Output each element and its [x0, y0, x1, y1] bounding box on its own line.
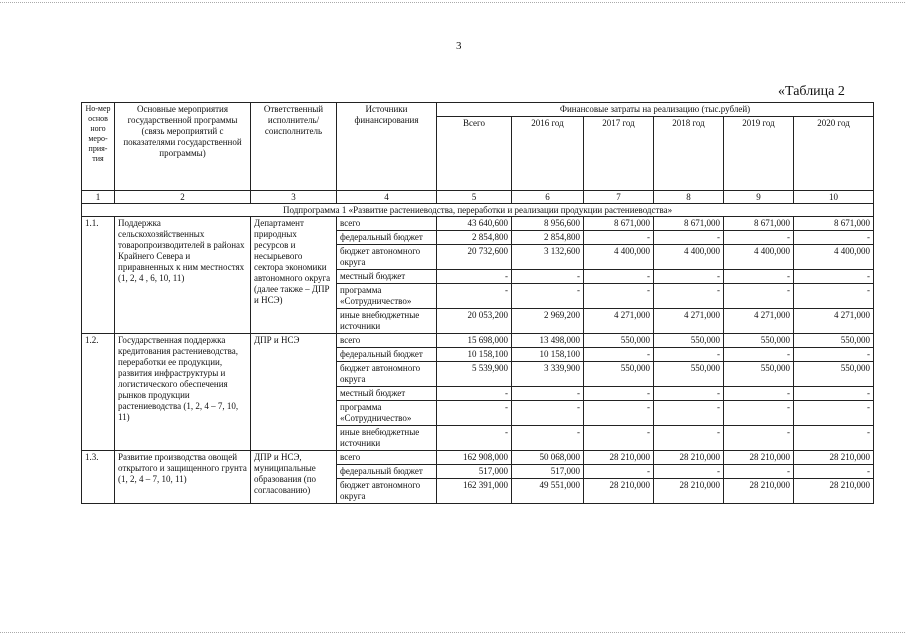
amount-cell: - [437, 426, 512, 451]
header-num: Но-мер основ ного меро-прия-тия [82, 103, 115, 191]
amount-cell: - [724, 348, 794, 362]
amount-cell: 8 671,000 [794, 217, 874, 231]
amount-cell: - [584, 270, 654, 284]
amount-cell: 13 498,000 [512, 334, 584, 348]
activity-number: 1.3. [82, 451, 115, 504]
amount-cell: 2 969,200 [512, 309, 584, 334]
amount-cell: 517,000 [437, 465, 512, 479]
amount-cell: 8 671,000 [584, 217, 654, 231]
amount-cell: - [654, 387, 724, 401]
funding-source: иные внебюджетные источники [337, 309, 437, 334]
funding-source: бюджет автономного округа [337, 479, 437, 504]
col-number: 5 [437, 191, 512, 204]
header-financing: Финансовые затраты на реализацию (тыс.рублей) [437, 103, 874, 117]
funding-source: бюджет автономного округа [337, 245, 437, 270]
amount-cell: - [584, 284, 654, 309]
funding-source: всего [337, 334, 437, 348]
amount-cell: 550,000 [584, 362, 654, 387]
funding-source: бюджет автономного округа [337, 362, 437, 387]
amount-cell: 550,000 [724, 334, 794, 348]
amount-cell: 162 908,000 [437, 451, 512, 465]
amount-cell: - [654, 348, 724, 362]
amount-cell: 10 158,100 [437, 348, 512, 362]
amount-cell: 28 210,000 [584, 479, 654, 504]
page-number: 3 [456, 40, 462, 52]
amount-cell: 550,000 [794, 334, 874, 348]
amount-cell: 49 551,000 [512, 479, 584, 504]
amount-cell: 550,000 [584, 334, 654, 348]
amount-cell: 8 956,600 [512, 217, 584, 231]
col-number: 2 [115, 191, 251, 204]
table-row [82, 217, 874, 231]
amount-cell: - [512, 401, 584, 426]
amount-cell: - [584, 348, 654, 362]
col-number: 1 [82, 191, 115, 204]
table-caption: «Таблица 2 [778, 84, 845, 99]
amount-cell: - [437, 284, 512, 309]
amount-cell: 550,000 [794, 362, 874, 387]
amount-cell: 4 400,000 [794, 245, 874, 270]
header-year: 2016 год [512, 117, 584, 191]
activity-responsible: ДПР и НСЭ [251, 334, 337, 451]
header-main: Основные мероприятия государственной программы (связь мероприятий с показателями государственной программы) [115, 103, 251, 191]
header-year: 2017 год [584, 117, 654, 191]
activity-number: 1.2. [82, 334, 115, 451]
amount-cell: - [654, 401, 724, 426]
amount-cell: - [724, 231, 794, 245]
amount-cell: - [584, 465, 654, 479]
amount-cell: 3 339,900 [512, 362, 584, 387]
header-responsible: Ответственный исполнитель/ соисполнитель [251, 103, 337, 191]
amount-cell: 28 210,000 [794, 451, 874, 465]
col-number: 10 [794, 191, 874, 204]
amount-cell: - [584, 426, 654, 451]
col-number: 4 [337, 191, 437, 204]
amount-cell: - [724, 387, 794, 401]
amount-cell: - [724, 284, 794, 309]
amount-cell: 8 671,000 [654, 217, 724, 231]
amount-cell: - [794, 387, 874, 401]
col-number: 3 [251, 191, 337, 204]
amount-cell: 4 271,000 [654, 309, 724, 334]
amount-cell: 4 271,000 [724, 309, 794, 334]
funding-source: программа «Сотрудничество» [337, 401, 437, 426]
amount-cell: - [794, 401, 874, 426]
scan-edge-top [0, 2, 905, 3]
amount-cell: - [724, 401, 794, 426]
col-number: 7 [584, 191, 654, 204]
amount-cell: 162 391,000 [437, 479, 512, 504]
activity-responsible: ДПР и НСЭ, муниципальные образования (по согласованию) [251, 451, 337, 504]
amount-cell: - [794, 231, 874, 245]
amount-cell: - [512, 284, 584, 309]
amount-cell: - [654, 231, 724, 245]
amount-cell: - [794, 284, 874, 309]
header-year: 2020 год [794, 117, 874, 191]
amount-cell: 20 053,200 [437, 309, 512, 334]
amount-cell: - [437, 387, 512, 401]
amount-cell: 2 854,800 [512, 231, 584, 245]
amount-cell: - [437, 270, 512, 284]
amount-cell: - [654, 465, 724, 479]
col-number: 9 [724, 191, 794, 204]
amount-cell: 550,000 [724, 362, 794, 387]
amount-cell: - [724, 465, 794, 479]
amount-cell: - [794, 465, 874, 479]
amount-cell: 28 210,000 [724, 479, 794, 504]
amount-cell: - [512, 387, 584, 401]
table-row [82, 451, 874, 465]
amount-cell: - [794, 270, 874, 284]
amount-cell: 4 400,000 [724, 245, 794, 270]
activity-name: Развитие производства овощей открытого и защищенного грунта (1, 2, 4 – 7, 10, 11) [115, 451, 251, 504]
activity-name: Государственная поддержка кредитования растениеводства, переработки ее продукции, развития инфраструктуры и логистического обеспечения рынков продукции растениеводства (1, 2, 4 – 7, 10, 11) [115, 334, 251, 451]
funding-source: программа «Сотрудничество» [337, 284, 437, 309]
activity-name: Поддержка сельскохозяйственных товаропроизводителей в районах Крайнего Севера и приравненных к ним местностях (1, 2, 4 , 6, 10, 11) [115, 217, 251, 334]
subprogram-title: Подпрограмма 1 «Развитие растениеводства, переработки и реализации продукции растениеводства» [82, 204, 874, 217]
amount-cell: - [654, 270, 724, 284]
amount-cell: 550,000 [654, 362, 724, 387]
amount-cell: 28 210,000 [584, 451, 654, 465]
amount-cell: 28 210,000 [654, 479, 724, 504]
amount-cell: 550,000 [654, 334, 724, 348]
col-number: 8 [654, 191, 724, 204]
scan-edge-bottom [0, 632, 905, 633]
amount-cell: 2 854,800 [437, 231, 512, 245]
amount-cell: 3 132,600 [512, 245, 584, 270]
amount-cell: 28 210,000 [654, 451, 724, 465]
activity-responsible: Департамент природных ресурсов и несырьевого сектора экономики автономного округа (далее также – ДПР и НСЭ) [251, 217, 337, 334]
funding-source: всего [337, 451, 437, 465]
amount-cell: 28 210,000 [794, 479, 874, 504]
header-year: 2018 год [654, 117, 724, 191]
funding-source: федеральный бюджет [337, 348, 437, 362]
amount-cell: 517,000 [512, 465, 584, 479]
funding-source: иные внебюджетные источники [337, 426, 437, 451]
amount-cell: 4 271,000 [584, 309, 654, 334]
financing-table [81, 102, 874, 504]
col-number: 6 [512, 191, 584, 204]
amount-cell: 28 210,000 [724, 451, 794, 465]
amount-cell: - [584, 231, 654, 245]
amount-cell: - [437, 401, 512, 426]
amount-cell: 4 271,000 [794, 309, 874, 334]
amount-cell: - [794, 426, 874, 451]
amount-cell: - [512, 270, 584, 284]
amount-cell: - [654, 284, 724, 309]
amount-cell: - [724, 426, 794, 451]
amount-cell: 4 400,000 [584, 245, 654, 270]
amount-cell: - [512, 426, 584, 451]
amount-cell: - [584, 387, 654, 401]
amount-cell: - [654, 426, 724, 451]
header-source: Источники финансирования [337, 103, 437, 191]
funding-source: федеральный бюджет [337, 465, 437, 479]
amount-cell: 20 732,600 [437, 245, 512, 270]
amount-cell: - [724, 270, 794, 284]
amount-cell: - [794, 348, 874, 362]
funding-source: местный бюджет [337, 387, 437, 401]
amount-cell: 15 698,000 [437, 334, 512, 348]
header-year: 2019 год [724, 117, 794, 191]
funding-source: всего [337, 217, 437, 231]
amount-cell: 4 400,000 [654, 245, 724, 270]
amount-cell: 10 158,100 [512, 348, 584, 362]
table-row [82, 334, 874, 348]
amount-cell: 43 640,600 [437, 217, 512, 231]
activity-number: 1.1. [82, 217, 115, 334]
header-year: Всего [437, 117, 512, 191]
amount-cell: 8 671,000 [724, 217, 794, 231]
funding-source: местный бюджет [337, 270, 437, 284]
amount-cell: 5 539,900 [437, 362, 512, 387]
amount-cell: - [584, 401, 654, 426]
amount-cell: 50 068,000 [512, 451, 584, 465]
funding-source: федеральный бюджет [337, 231, 437, 245]
